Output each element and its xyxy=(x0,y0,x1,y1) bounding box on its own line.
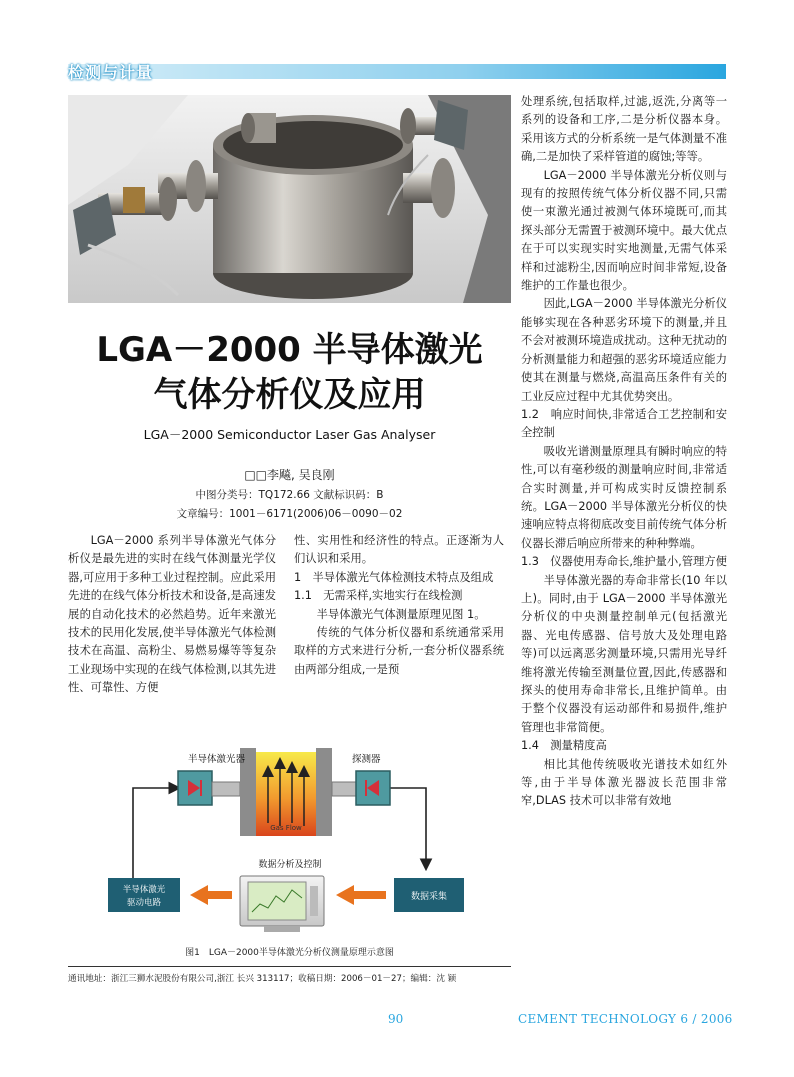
figure-1-diagram xyxy=(68,738,511,938)
article-number: 文章编号：1001－6171(2006)06－0090－02 xyxy=(176,508,403,520)
section-heading: 1 半导体激光气体检测技术特点及组成 xyxy=(294,570,494,584)
detector-label: 探测器 xyxy=(352,754,381,765)
footnote: 通讯地址：浙江三狮水泥股份有限公司,浙江 长兴 313117；收稿日期：2006－01－27；编辑：沈 颖 xyxy=(68,974,457,984)
paragraph: 半导体激光器的寿命非常长(10 年以上)。同时,由于 LGA－2000 半导体激光分析仪的中央测量控制单元(包括激光器、光电传感器、信号放大及处理电路等)可以远离恶劣测量环境,只需用光导纤维将激光传输至测量位置,因此,传感器和探头的使用寿命非常长,且维护简单。由于整个仪器没有运动部件和易损件,维护管理也非常简便。 xyxy=(521,573,727,734)
data-acquisition-box xyxy=(394,878,464,912)
paragraph: 处理系统,包括取样,过滤,返洗,分离等一系列的设备和工序,二是分析仪器本身。采用该方式的分析系统一是气体测量不准确,二是加快了采样管道的腐蚀;等等。 xyxy=(521,95,727,164)
gas-flow-label: Gas Flow xyxy=(270,824,302,832)
authors: □□李飚, 吴良刚 xyxy=(244,468,335,482)
title-english: LGA－2000 Semiconductor Laser Gas Analyser xyxy=(143,427,436,442)
title-line-2: 气体分析仪及应用 xyxy=(153,375,426,415)
subsection-heading: 1.2 响应时间快,非常适合工艺控制和安全控制 xyxy=(521,407,727,440)
body-column-right xyxy=(521,93,727,811)
title-chinese xyxy=(68,328,511,418)
gas-cell xyxy=(240,748,332,836)
detector-box xyxy=(356,771,390,805)
page-number: 90 xyxy=(388,1012,404,1026)
subsection-heading: 1.1 无需采样,实地实行在线检测 xyxy=(294,589,463,603)
transmitter-label: 半导体激光器 xyxy=(188,754,246,765)
paragraph: 传统的气体分析仪器和系统通常采用取样的方式来进行分析,一套分析仪器系统由两部分组成,一是预 xyxy=(294,626,504,676)
paragraph: 相比其他传统吸收光谱技术如红外等,由于半导体激光器波长范围非常窄,DLAS 技术可以非常有效地 xyxy=(521,757,727,808)
analyzer-photo xyxy=(68,95,511,303)
svg-text:数据采集: 数据采集 xyxy=(410,892,448,902)
journal-name: CEMENT TECHNOLOGY 6 / 2006 xyxy=(518,1012,733,1026)
title-line-1: LGA－2000 半导体激光 xyxy=(96,330,483,370)
subsection-heading: 1.3 仪器使用寿命长,维护量小,管理方便 xyxy=(521,555,727,569)
drive-circuit-box xyxy=(108,878,180,912)
paragraph: 吸收光谱测量原理具有瞬时响应的特性,可以有毫秒级的测量响应时间,非常适合实时测量,并可构成实时反馈控制系统。LGA－2000 半导体激光分析仪的快速响应特点将彻底改变目前传统气体分析仪器长滞后响应所带来的种种弊端。 xyxy=(521,444,727,550)
svg-text:半导体激光: 半导体激光 xyxy=(122,885,166,895)
paragraph: 性、实用性和经济性的特点。正逐渐为人们认识和采用。 xyxy=(294,534,504,566)
paragraph: 因此,LGA－2000 半导体激光分析仪能够实现在各种恶劣环境下的测量,并且不会对被测环境造成扰动。这种无扰动的分析测量能力和超强的恶劣环境适应能力使其在测量与燃烧,高温高压条件有关的工业反应过程中尤其优势突出。 xyxy=(521,297,727,403)
paragraph: LGA－2000 系列半导体激光气体分析仪是最先进的实时在线气体测量光学仪器,可应用于多种工业过程控制。应此采用先进的在线气体分析技术和设备,是高速发展的自动化技术的必然趋势。近年来激光技术的民用化发展,使半导体激光气体检测技术在高温、高粉尘、易燃易爆等等复杂工业现场中实现的在线气体检测,以其先进性、可靠性、方便 xyxy=(68,534,276,695)
paragraph: LGA－2000 半导体激光分析仪则与现有的按照传统气体分析仪器不同,只需使一束激光通过被测气体环境既可,而其探头部分无需置于被测环境中。最大优点在于可以实现实时实地测量,无需气体采样和过滤粉尘,因而响应时间非常短,设备维护的工作量也很少。 xyxy=(521,168,727,293)
subsection-heading: 1.4 测量精度高 xyxy=(521,739,607,753)
footnote-rule xyxy=(68,966,511,967)
svg-text:驱动电路: 驱动电路 xyxy=(126,898,162,908)
figure-caption: 图1 LGA－2000半导体激光分析仪测量原理示意图 xyxy=(185,948,394,958)
data-analysis-label: 数据分析及控制 xyxy=(258,860,322,870)
laser-transmitter-box xyxy=(178,771,212,805)
paragraph: 半导体激光气体测量原理见图 1。 xyxy=(316,607,486,621)
section-label: 检测与计量 xyxy=(68,63,154,82)
monitor-icon xyxy=(240,876,324,932)
section-header-bar xyxy=(68,64,726,79)
body-column-middle xyxy=(294,532,504,679)
body-column-left xyxy=(68,532,276,698)
classification-line: 中图分类号：TQ172.66 文献标识码：B xyxy=(195,489,384,501)
